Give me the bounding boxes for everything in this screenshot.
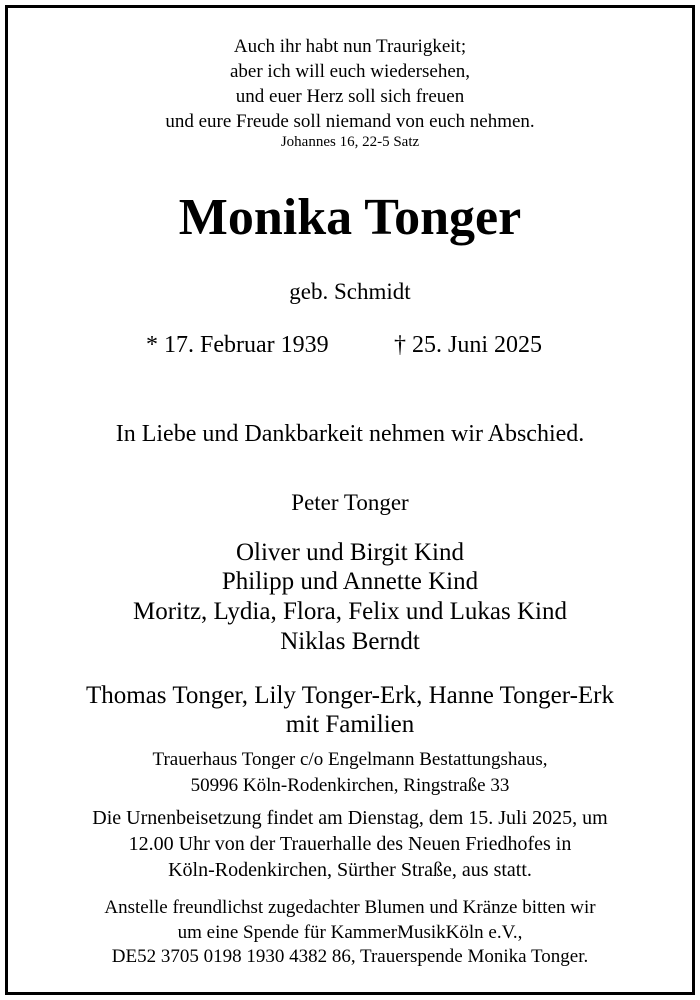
verse-reference: Johannes 16, 22-5 Satz xyxy=(280,134,420,150)
donation-line-3: DE52 3705 0198 1930 4382 86, Trauerspende Monika Tonger. xyxy=(111,946,589,967)
mourner-child-4: Niklas Berndt xyxy=(280,628,420,655)
mourner-relatives-2: mit Familien xyxy=(285,711,415,738)
burial-line-3: Köln-Rodenkirchen, Sürther Straße, aus statt. xyxy=(168,859,532,881)
farewell-text: In Liebe und Dankbarkeit nehmen wir Abschied. xyxy=(115,421,585,447)
verse-line-3: und euer Herz soll sich freuen xyxy=(235,86,465,107)
donation-line-1: Anstelle freundlichst zugedachter Blumen und Kränze bitten wir xyxy=(104,897,596,918)
burial-line-2: 12.00 Uhr von der Trauerhalle des Neuen Friedhofes in xyxy=(128,833,572,855)
mourner-child-3: Moritz, Lydia, Flora, Felix und Lukas Kind xyxy=(133,598,567,625)
address-line-1: Trauerhaus Tonger c/o Engelmann Bestattungshaus, xyxy=(152,749,548,770)
mourner-spouse: Peter Tonger xyxy=(291,490,409,515)
deceased-name: Monika Tonger xyxy=(178,189,522,246)
verse-line-2: aber ich will euch wiedersehen, xyxy=(229,61,471,82)
donation-line-2: um eine Spende für KammerMusikKöln e.V., xyxy=(177,922,523,943)
death-date: † 25. Juni 2025 xyxy=(394,332,543,358)
mourner-child-1: Oliver und Birgit Kind xyxy=(235,539,464,566)
verse-line-4: und eure Freude soll niemand von euch nehmen. xyxy=(165,111,535,132)
burial-line-1: Die Urnenbeisetzung findet am Dienstag, dem 15. Juli 2025, um xyxy=(92,807,608,829)
mourner-child-2: Philipp und Annette Kind xyxy=(221,568,479,595)
verse-line-1: Auch ihr habt nun Traurigkeit; xyxy=(233,36,467,57)
address-line-2: 50996 Köln-Rodenkirchen, Ringstraße 33 xyxy=(190,775,510,796)
mourner-relatives-1: Thomas Tonger, Lily Tonger-Erk, Hanne Tonger-Erk xyxy=(85,682,615,709)
maiden-name: geb. Schmidt xyxy=(289,279,411,304)
birth-date: * 17. Februar 1939 xyxy=(146,332,329,358)
